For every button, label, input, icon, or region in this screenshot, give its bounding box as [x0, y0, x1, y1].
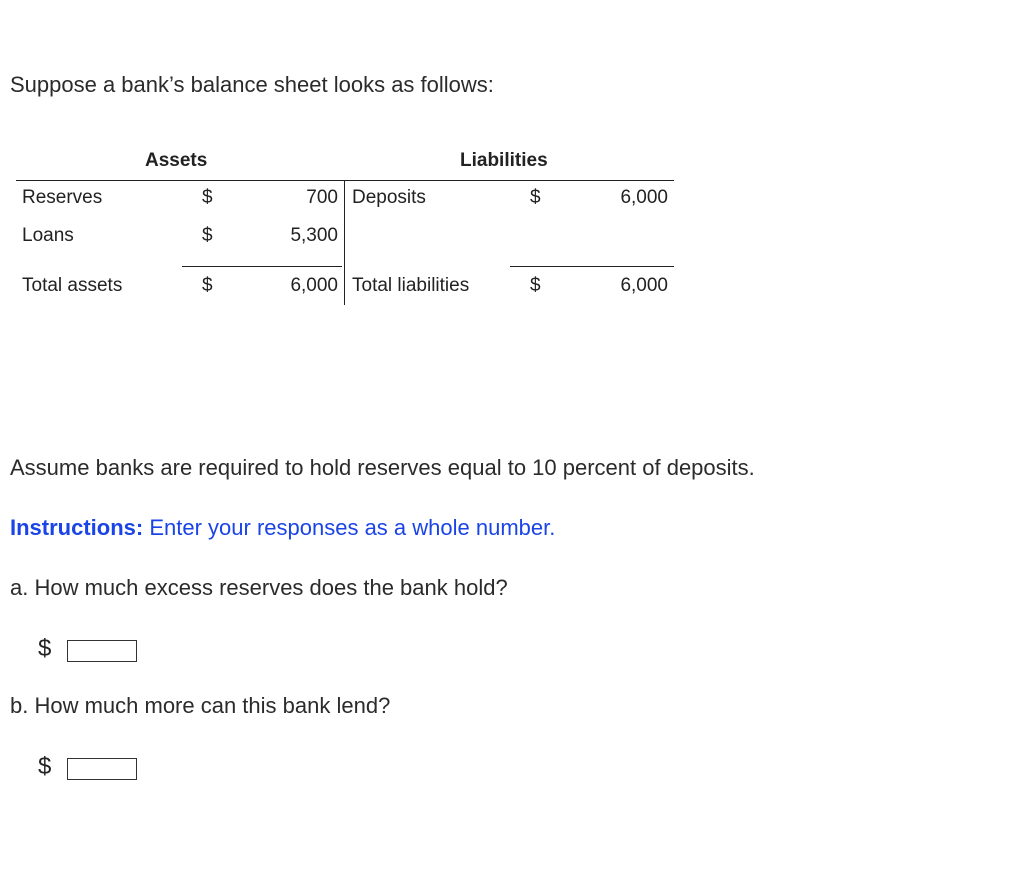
loans-value: 5,300 [290, 225, 338, 246]
deposits-label: Deposits [352, 187, 426, 208]
reserves-label: Reserves [22, 187, 103, 208]
total-assets-currency: $ [202, 275, 213, 296]
liability-subtotal-rule [510, 266, 674, 267]
question-a-currency: $ [38, 635, 52, 662]
deposits-value: 6,000 [620, 187, 668, 208]
question-a: a. How much excess reserves does the bank hold? [10, 575, 508, 600]
instructions [10, 515, 555, 541]
total-assets-value: 6,000 [290, 275, 338, 296]
asset-subtotal-rule [182, 266, 342, 267]
total-liabilities-currency: $ [530, 275, 541, 296]
question-a-answer-input[interactable] [67, 640, 137, 662]
reserves-value: 700 [306, 187, 338, 208]
question-b-currency: $ [38, 753, 52, 780]
assets-heading: Assets [145, 150, 208, 171]
loans-label: Loans [22, 225, 74, 246]
assumption-text: Assume banks are required to hold reserves equal to 10 percent of deposits. [10, 455, 755, 480]
total-liabilities-label: Total liabilities [352, 275, 470, 296]
instructions-text: Enter your responses as a whole number. [143, 515, 556, 540]
total-assets-label: Total assets [22, 275, 123, 296]
intro-text: Suppose a bank’s balance sheet looks as follows: [10, 72, 494, 97]
liabilities-heading: Liabilities [460, 150, 548, 171]
header-rule [16, 180, 674, 181]
center-divider [344, 181, 345, 305]
total-liabilities-value: 6,000 [620, 275, 668, 296]
instructions-label: Instructions: [10, 515, 144, 540]
question-b: b. How much more can this bank lend? [10, 693, 391, 718]
loans-currency: $ [202, 225, 213, 246]
reserves-currency: $ [202, 187, 213, 208]
deposits-currency: $ [530, 187, 541, 208]
question-b-answer-input[interactable] [67, 758, 137, 780]
